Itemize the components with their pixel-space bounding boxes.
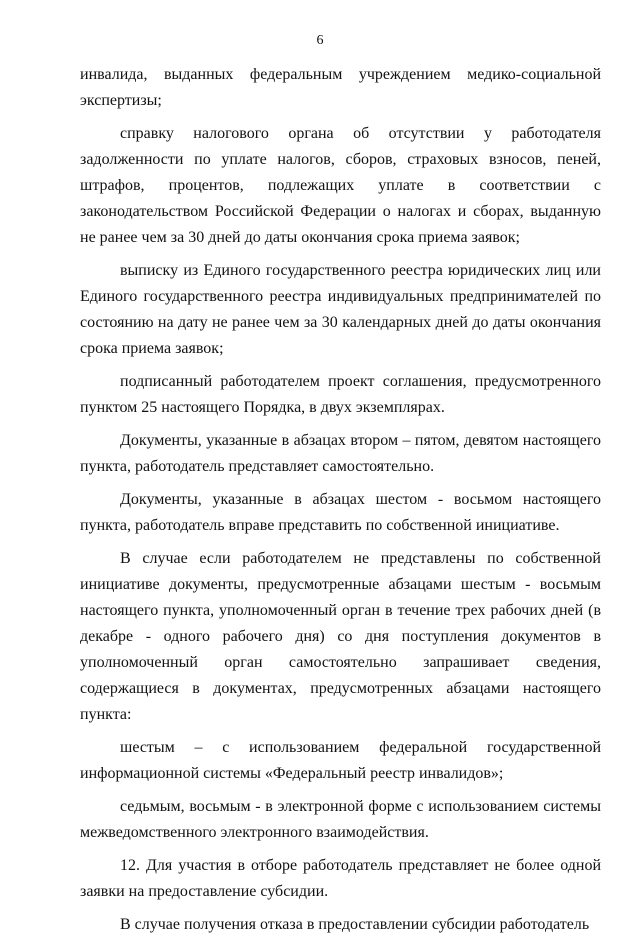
page-number: 6	[316, 33, 324, 48]
paragraph-refusal: В случае получения отказа в предоставлении субсидии работодатель	[120, 916, 590, 933]
paragraph-tax-certificate: справку налогового органа об отсутствии у работодателя задолженности по уплате налогов, сборов, страховых взносов, пеней, штрафов, процентов, подлежащих уплате в соответствии с законодательством Российской Федерации о налогах и сборах, выданную не ранее чем за 30 дней до даты окончания срока приема заявок;	[80, 125, 601, 246]
document-body	[80, 62, 601, 938]
paragraph-requests: В случае если работодателем не представлены по собственной инициативе документы, предусмотренные абзацами шестым - восьмым настоящего пункта, уполномоченный орган в течение трех рабочих дней (в декабре - одного рабочего дня) со дня поступления документов в уполномоченный орган самостоятельно запрашивает сведения, содержащиеся в документах, предусмотренных абзацами настоящего пункта:	[80, 550, 601, 723]
paragraph-registry-extract: выписку из Единого государственного реестра юридических лиц или Единого государственного реестра индивидуальных предпринимателей по состоянию на дату не ранее чем за 30 календарных дней до даты окончания срока приема заявок;	[80, 262, 601, 357]
paragraph-item-12: 12. Для участия в отборе работодатель представляет не более одной заявки на предоставление субсидии.	[80, 857, 601, 900]
paragraph-documents-initiative: Документы, указанные в абзацах шестом - восьмом настоящего пункта, работодатель вправе представить по собственной инициативе.	[80, 491, 601, 534]
paragraph-seventh-eighth: седьмым, восьмым - в электронной форме с использованием системы межведомственного электронного взаимодействия.	[80, 798, 601, 841]
paragraph-documents-self: Документы, указанные в абзацах втором – пятом, девятом настоящего пункта, работодатель представляет самостоятельно.	[80, 432, 601, 475]
paragraph-continuation: инвалида, выданных федеральным учреждением медико-социальной экспертизы;	[80, 66, 601, 109]
paragraph-sixth: шестым – с использованием федеральной государственной информационной системы «Федеральный реестр инвалидов»;	[80, 739, 601, 782]
paragraph-draft-agreement: подписанный работодателем проект соглашения, предусмотренного пунктом 25 настоящего Порядка, в двух экземплярах.	[80, 373, 601, 416]
